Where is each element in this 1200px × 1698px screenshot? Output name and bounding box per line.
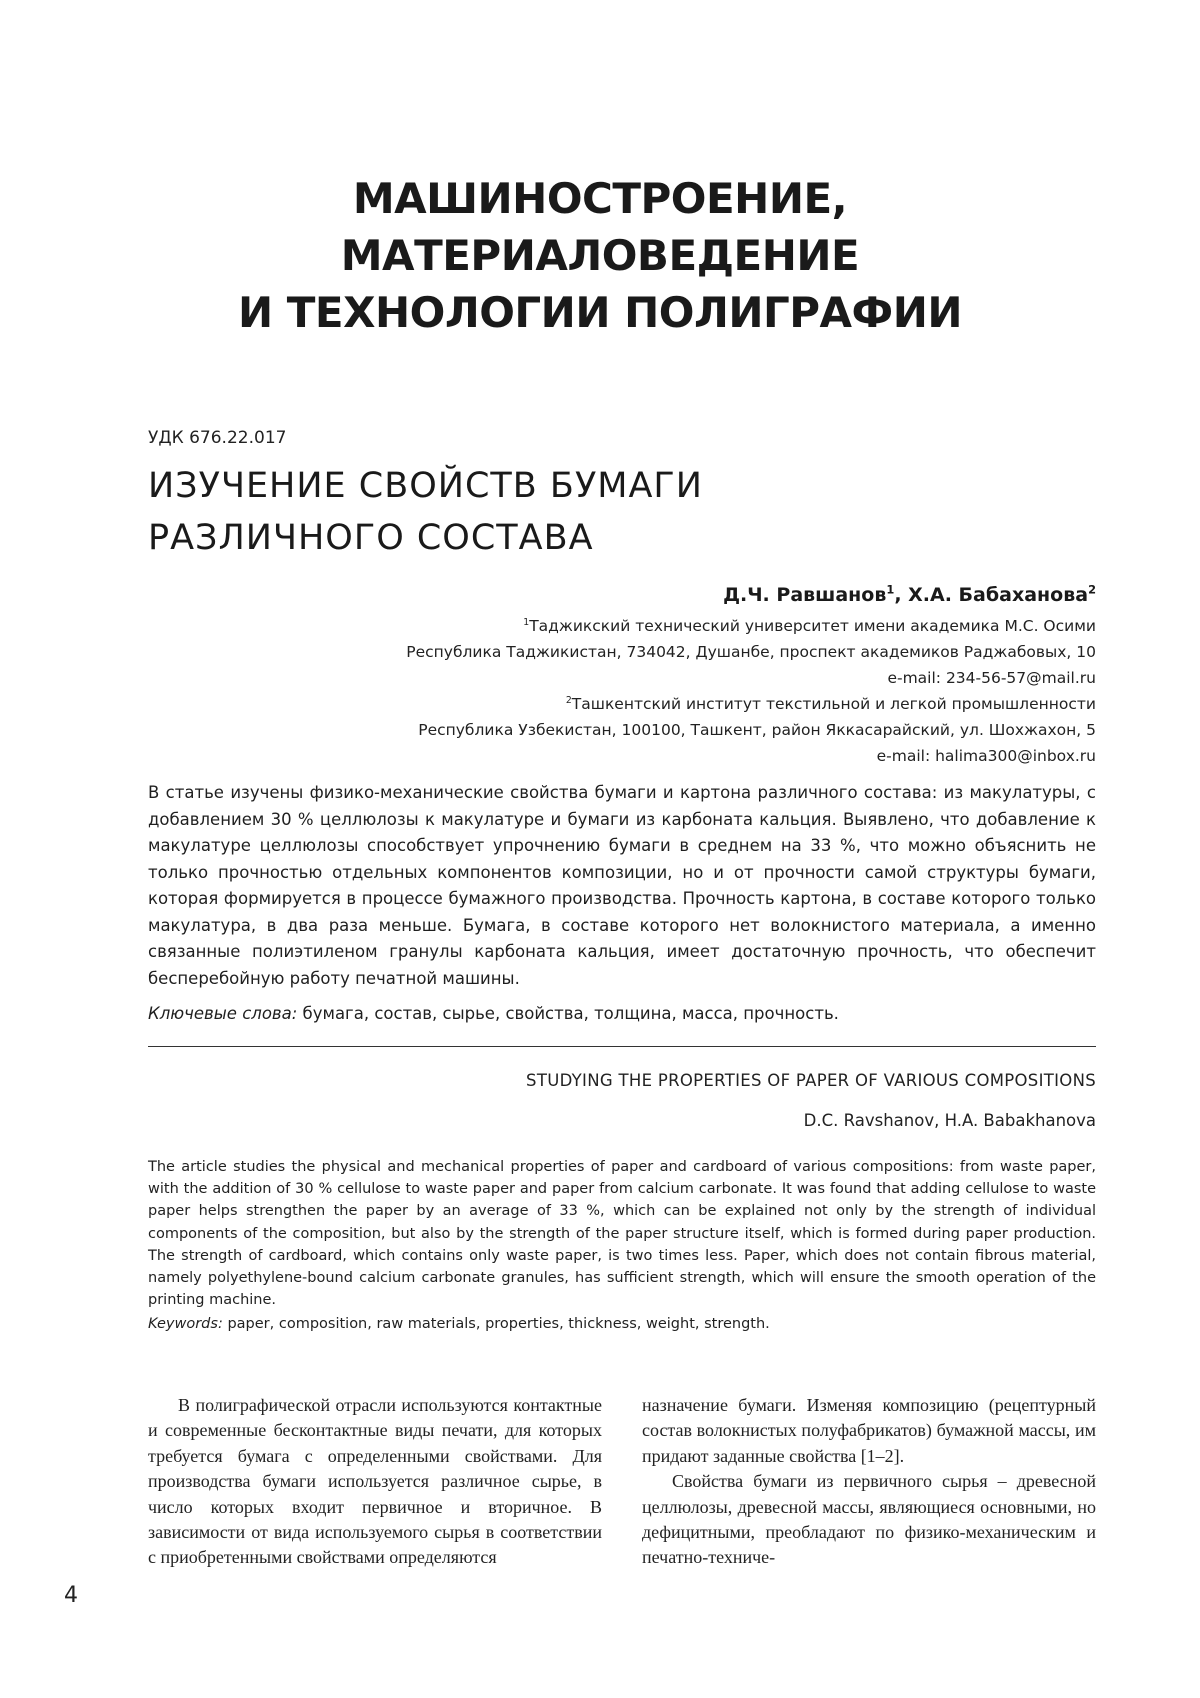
keywords-en (148, 1316, 770, 1332)
body-col2-paragraph-2: Свойства бумаги из первичного сырья – древесной целлюлозы, древесной массы, являющиеся основными, но дефицитными, преобладают по физико-механическим и печатно-техниче- (642, 1471, 1096, 1568)
affiliation-1-address: Республика Таджикистан, 734042, Душанбе, проспект академиков Раджабовых, 10 (406, 643, 1096, 661)
affiliation-2-name-text: Ташкентский институт текстильной и легкой промышленности (571, 695, 1096, 713)
affiliation-1-name-text: Таджикский технический университет имени академика М.С. Осими (529, 617, 1096, 635)
affiliations (406, 613, 1096, 769)
keywords-en-text: paper, composition, raw materials, properties, thickness, weight, strength. (222, 1316, 770, 1332)
section-heading-line-2: МАТЕРИАЛОВЕДЕНИЕ (340, 231, 860, 280)
keywords-ru-label: Ключевые слова: (148, 1004, 298, 1023)
author-1: Д.Ч. Равшанов (723, 584, 887, 606)
author-2-affiliation-mark: 2 (1088, 582, 1096, 597)
keywords-en-label: Keywords: (148, 1316, 223, 1332)
udc-code: УДК 676.22.017 (148, 428, 287, 448)
abstract-en: The article studies the physical and mechanical properties of paper and cardboard of various compositions: from waste paper, with the addition of 30 % cellulose to waste paper and paper from calcium carbonate. It was found that adding cellulose to waste paper helps strengthen the paper by an average of 33 %, which can be explained not only by the strength of individual components of the composition, but also by the strength of the paper structure itself, which is formed during paper production. The strength of cardboard, which contains only waste paper, is two times less. Paper, which does not contain fibrous material, namely polyethylene-bound calcium carbonate granules, has sufficient strength, which will ensure the smooth operation of the printing machine. (148, 1159, 1096, 1309)
keywords-ru-text: бумага, состав, сырье, свойства, толщина, масса, прочность. (297, 1004, 839, 1023)
article-title-line-2: РАЗЛИЧНОГО СОСТАВА (148, 518, 594, 558)
affiliation-2-mark: 2 (565, 694, 572, 706)
title-en: STUDYING THE PROPERTIES OF PAPER OF VARIOUS COMPOSITIONS (526, 1071, 1096, 1090)
authors (723, 584, 1096, 606)
article-title-line-1: ИЗУЧЕНИЕ СВОЙСТВ БУМАГИ (148, 466, 703, 506)
affiliation-1-name (406, 613, 1096, 639)
section-heading (0, 170, 1200, 341)
section-heading-line-3: И ТЕХНОЛОГИИ ПОЛИГРАФИИ (237, 288, 962, 337)
author-separator: , (894, 584, 909, 606)
body-column-2 (642, 1393, 1096, 1571)
author-2: Х.А. Бабаханова (908, 584, 1089, 606)
affiliation-2-email: e-mail: halima300@inbox.ru (876, 747, 1096, 765)
article-title (148, 460, 703, 564)
body-col1-paragraph-1: В полиграфической отрасли используются контактные и современные бесконтактные виды печати, для которых требуется бумага с определенными свойствами. Для производства бумаги используется различное сырье, в число которых входит первичное и вторичное. В зависимости от вида используемого сырья в соответствии с приобретенными свойствами определяются (148, 1395, 602, 1568)
affiliation-2-address: Республика Узбекистан, 100100, Ташкент, район Яккасарайский, ул. Шохжахон, 5 (418, 721, 1096, 739)
body-column-1 (148, 1393, 602, 1571)
affiliation-1-mark: 1 (523, 616, 530, 628)
affiliation-2-name (406, 691, 1096, 717)
author-1-affiliation-mark: 1 (886, 582, 895, 597)
divider-rule (148, 1046, 1096, 1047)
page-number: 4 (64, 1583, 78, 1608)
section-heading-line-1: МАШИНОСТРОЕНИЕ, (352, 174, 848, 223)
keywords-ru (148, 1004, 839, 1023)
affiliation-1-email: e-mail: 234-56-57@mail.ru (887, 669, 1096, 687)
abstract-ru: В статье изучены физико-механические свойства бумаги и картона различного состава: из макулатуры, с добавлением 30 % целлюлозы к макулатуре и бумаги из карбоната кальция. Выявлено, что добавление к макулатуре целлюлозы способствует упрочнению бумаги в среднем на 33 %, что можно объяснить не только прочностью отдельных компонентов композиции, но и от прочности самой структуры бумаги, которая формируется в процессе бумажного производства. Прочность картона, в составе которого только макулатура, в два раза меньше. Бумага, в составе которого нет волокнистого материала, а именно связанные полиэтиленом гранулы карбоната кальция, имеет достаточную прочность, что обеспечит бесперебойную работу печатной машины. (148, 783, 1096, 988)
body-col2-paragraph-1: назначение бумаги. Изменяя композицию (рецептурный состав волокнистых полуфабрикатов) бумажной массы, им придают заданные свойства [1–2]. (642, 1395, 1096, 1466)
authors-en: D.C. Ravshanov, H.A. Babakhanova (803, 1111, 1096, 1130)
